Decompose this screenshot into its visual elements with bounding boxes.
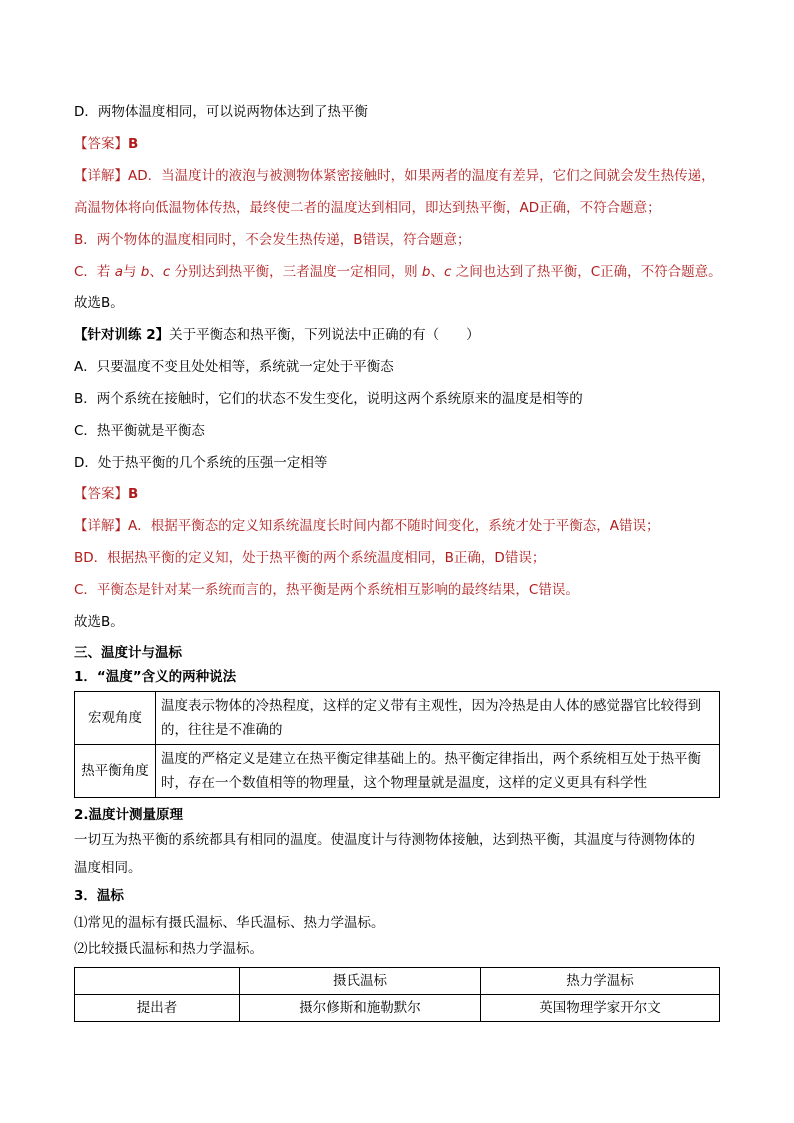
temperature-definition-table [74,691,720,798]
table-header-cell [75,968,240,995]
question-tag: 【针对训练 2】 [74,327,170,343]
detail-tag: 【详解】 [74,518,128,534]
table-header-row [75,968,720,995]
subsection-3-item-1: ⑴常见的温标有摄氏温标、华氏温标、热力学温标。 [74,915,385,931]
table-cell: 提出者 [75,995,240,1022]
subsection-1-title: 1．“温度”含义的两种说法 [74,669,237,685]
q1-detail-line-4 [74,262,722,282]
detail-tag: 【详解】 [74,168,128,184]
answer-tag: 【答案】 [74,486,128,502]
q2-option-a: A．只要温度不变且处处相等，系统就一定处于平衡态 [74,359,394,375]
var-c: c [443,264,452,280]
var-c: c [162,264,171,280]
q1-answer [74,134,722,154]
answer-value: B [128,486,139,502]
detail-text: 之间也达到了热平衡，C正确，不符合题意。 [451,264,722,280]
var-b: b [421,264,431,280]
temperature-scale-table [74,967,720,1022]
q2-conclusion: 故选B。 [74,614,124,630]
table-cell: 摄尔修斯和施勒默尔 [240,995,481,1022]
q2-stem [74,325,722,345]
q1-conclusion: 故选B。 [74,295,124,311]
question-text: 关于平衡态和热平衡，下列说法中正确的有（ ） [169,327,480,343]
subsection-3-item-2: ⑵比较摄氏温标和热力学温标。 [74,941,263,957]
subsection-3-title: 3．温标 [74,888,124,904]
q2-option-c: C．热平衡就是平衡态 [74,423,205,439]
table-cell-label: 宏观角度 [75,692,156,745]
detail-text: A．根据平衡态的定义知系统温度长时间内都不随时间变化，系统才处于平衡态，A错误； [128,518,660,534]
answer-value: B [128,136,139,152]
table-cell-text: 温度表示物体的冷热程度，这样的定义带有主观性，因为冷热是由人体的感觉器官比较得到的，往往是不准确的 [156,692,720,745]
q1-detail-line-3: B．两个物体的温度相同时，不会发生热传递，B错误，符合题意； [74,232,471,248]
table-cell-text: 温度的严格定义是建立在热平衡定律基础上的。热平衡定律指出，两个系统相互处于热平衡时，存在一个数值相等的物理量，这个物理量就是温度，这样的定义更具有科学性 [156,745,720,798]
detail-text: AD．当温度计的液泡与被测物体紧密接触时，如果两者的温度有差异，它们之间就会发生热传递， [128,168,715,184]
var-a: a [114,264,123,280]
q2-answer [74,484,722,504]
subsection-2-title: 2.温度计测量原理 [74,807,184,823]
q2-detail-line-2: BD．根据热平衡的定义知，处于热平衡的两个系统温度相同，B正确，D错误； [74,550,546,566]
q1-option-d: D．两物体温度相同，可以说两物体达到了热平衡 [74,104,368,120]
q2-detail-line-3: C．平衡态是针对某一系统而言的，热平衡是两个系统相互影响的最终结果，C错误。 [74,582,579,598]
detail-text: 与 [123,264,141,280]
table-row [75,745,720,798]
q2-option-b: B．两个系统在接触时，它们的状态不发生变化，说明这两个系统原来的温度是相等的 [74,391,583,407]
section-heading: 三、温度计与温标 [74,645,182,661]
detail-text: 分别达到热平衡，三者温度一定相同，则 [170,264,422,280]
detail-text: C．若 [74,264,115,280]
table-row [75,995,720,1022]
var-b: b [140,264,150,280]
subsection-2-text-2: 温度相同。 [74,860,142,876]
table-cell-label: 热平衡角度 [75,745,156,798]
table-header-cell: 摄氏温标 [240,968,481,995]
q1-detail-line-1 [74,166,722,186]
q1-detail-line-2: 高温物体将向低温物体传热，最终使二者的温度达到相同，即达到热平衡，AD正确，不符合题意； [74,200,661,216]
table-header-cell: 热力学温标 [481,968,720,995]
detail-text: 、 [149,264,163,280]
q2-detail-line-1 [74,516,722,536]
detail-text: 、 [430,264,444,280]
subsection-2-text-1: 一切互为热平衡的系统都具有相同的温度。使温度计与待测物体接触，达到热平衡，其温度与待测物体的 [74,832,695,848]
answer-tag: 【答案】 [74,136,128,152]
q2-option-d: D．处于热平衡的几个系统的压强一定相等 [74,455,328,471]
table-cell: 英国物理学家开尔文 [481,995,720,1022]
table-row [75,692,720,745]
